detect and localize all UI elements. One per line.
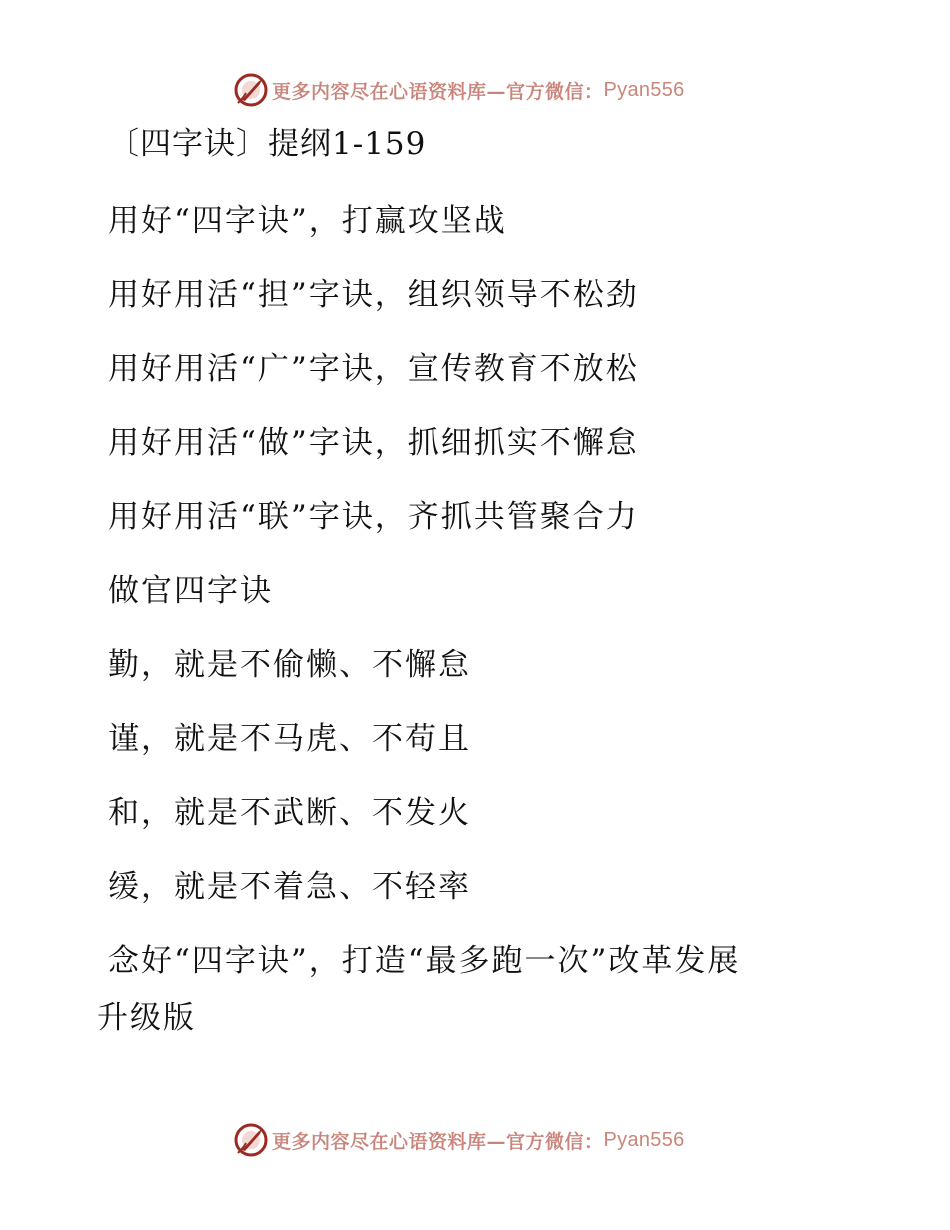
text-line-9: 和，就是不武断、不发火 [108,795,471,831]
text-line-6: 做官四字诀 [108,573,273,609]
quill-seal-logo-icon [234,73,268,107]
text-line-11: 念好“四字诀”，打造“最多跑一次”改革发展 [108,943,741,979]
text-line-7: 勤，就是不偷懒、不懈怠 [108,647,471,683]
text-line-4: 用好用活“做”字诀，抓细抓实不懈怠 [108,425,639,461]
text-line-5: 用好用活“联”字诀，齐抓共管聚合力 [108,499,639,535]
document-title: 〔四字诀〕提纲1-159 [108,126,427,162]
text-line-10: 缓，就是不着急、不轻率 [108,869,471,905]
header-banner-text: 更多内容尽在心语资料库—官方微信： [272,80,604,103]
footer-banner-text: 更多内容尽在心语资料库—官方微信： [272,1130,604,1153]
footer-wechat-id: Pyan556 [603,1128,685,1151]
text-line-1: 用好“四字诀”，打赢攻坚战 [108,203,507,239]
text-line-12: 升级版 [97,1000,196,1036]
text-line-3: 用好用活“广”字诀，宣传教育不放松 [108,351,639,387]
quill-seal-logo-icon [234,1123,268,1157]
text-line-8: 谨，就是不马虎、不苟且 [108,721,471,757]
header-wechat-id: Pyan556 [603,78,685,101]
text-line-2: 用好用活“担”字诀，组织领导不松劲 [108,277,639,313]
footer-banner [234,1122,685,1158]
header-banner [234,72,685,108]
